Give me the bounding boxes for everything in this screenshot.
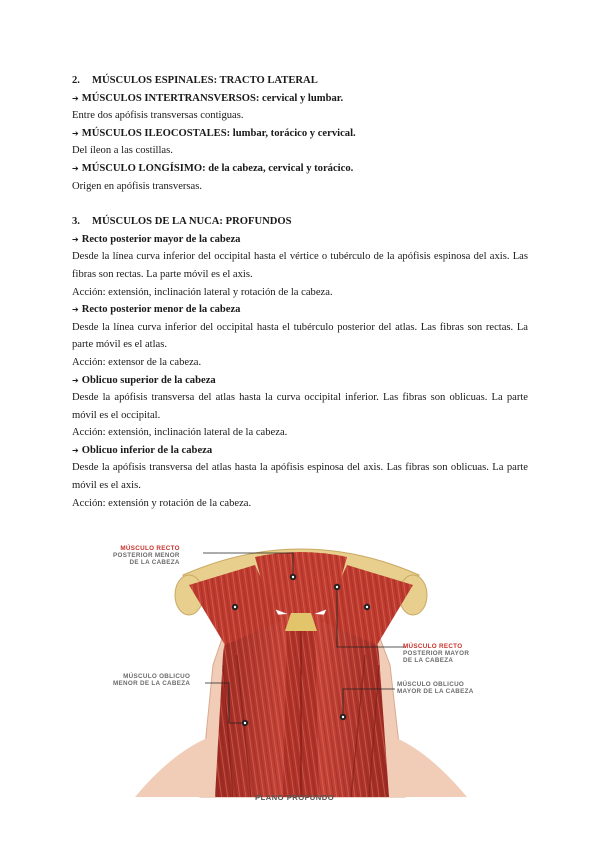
arrow-icon: ➔ bbox=[72, 163, 79, 173]
arrow-icon: ➔ bbox=[72, 128, 79, 138]
label-oblicuo-menor-line1: MÚSCULO OBLICUO bbox=[123, 673, 191, 680]
label-recto-menor-line1: POSTERIOR MENOR bbox=[113, 552, 180, 560]
muscle-action: Acción: extensión y rotación de la cabeza. bbox=[72, 497, 252, 509]
label-oblicuo-mayor-line2: MAYOR DE LA CABEZA bbox=[397, 688, 474, 696]
section-3-title: MÚSCULOS DE LA NUCA: PROFUNDOS bbox=[92, 216, 292, 228]
entry-desc: Entre dos apófisis transversas contiguas. bbox=[72, 110, 244, 122]
entry-title-text: MÚSCULO LONGÍSIMO: de la cabeza, cervical y torácico. bbox=[81, 162, 354, 174]
text-body bbox=[72, 72, 528, 512]
section-2-number: 2. bbox=[72, 75, 80, 86]
entry-desc: Origen en apófisis transversas. bbox=[72, 180, 203, 192]
muscle-desc: Desde la apófisis transversa del atlas hasta la curva occipital inferior. Las fibras son oblicuas. La parte móvil es el occipital. bbox=[72, 392, 528, 421]
muscle-desc: Desde la apófisis transversa del atlas hasta la apófisis espinosa del axis. Las fibras son oblicuas. La parte móvil es el axis. bbox=[72, 462, 528, 492]
section-3-number: 3. bbox=[72, 216, 80, 228]
figure-caption: PLANO PROFUNDO bbox=[255, 793, 335, 802]
muscle-desc: Desde la línea curva inferior del occipital hasta el tubérculo posterior del atlas. Las fibras son rectas. La parte móvil es el atlas. bbox=[72, 321, 528, 351]
muscle-title bbox=[72, 372, 528, 390]
muscle-action: Acción: extensión, inclinación lateral y rotación de la cabeza. bbox=[72, 286, 333, 298]
label-oblicuo-mayor bbox=[397, 681, 474, 695]
entry-title-text: MÚSCULOS INTERTRANSVERSOS: cervical y lumbar. bbox=[81, 92, 344, 104]
entry-title bbox=[72, 90, 528, 108]
label-oblicuo-menor bbox=[113, 673, 190, 687]
neck-muscles-figure bbox=[105, 535, 497, 807]
label-recto-menor bbox=[113, 545, 180, 567]
label-recto-menor-red: MÚSCULO RECTO bbox=[120, 545, 180, 552]
arrow-icon: ➔ bbox=[72, 234, 79, 244]
entry-title bbox=[72, 160, 528, 178]
trapezius-right bbox=[389, 735, 467, 797]
muscle-title bbox=[72, 301, 528, 319]
neck-muscles-illustration bbox=[105, 535, 497, 807]
muscle-action: Acción: extensión, inclinación lateral de la cabeza. bbox=[72, 427, 288, 439]
label-recto-mayor-red: MÚSCULO RECTO bbox=[403, 643, 463, 650]
arrow-icon: ➔ bbox=[72, 93, 79, 103]
label-recto-menor-line2: DE LA CABEZA bbox=[129, 559, 180, 567]
section-3-heading bbox=[72, 213, 528, 231]
section-2-heading bbox=[72, 72, 528, 90]
muscle-desc: Desde la línea curva inferior del occipital hasta el vértice o tubérculo de la apófisis espinosa del axis. Las fibras son rectas. La parte móvil es el axis. bbox=[72, 251, 528, 280]
label-oblicuo-menor-line2: MENOR DE LA CABEZA bbox=[113, 680, 191, 688]
spacer bbox=[72, 195, 528, 213]
muscle-name: Recto posterior menor de la cabeza bbox=[81, 304, 241, 316]
trapezius-left bbox=[135, 735, 215, 797]
muscle-title bbox=[72, 231, 528, 249]
arrow-icon: ➔ bbox=[72, 305, 79, 315]
entry-title bbox=[72, 125, 528, 143]
label-recto-mayor bbox=[403, 643, 469, 665]
muscle-action: Acción: extensor de la cabeza. bbox=[72, 356, 202, 368]
arrow-icon: ➔ bbox=[72, 375, 79, 385]
muscle-name: Oblicuo inferior de la cabeza bbox=[81, 444, 213, 456]
label-recto-mayor-line1: POSTERIOR MAYOR bbox=[403, 650, 470, 658]
entry-title-text: MÚSCULOS ILEOCOSTALES: lumbar, torácico y cervical. bbox=[81, 127, 356, 139]
muscle-name: Recto posterior mayor de la cabeza bbox=[81, 233, 241, 245]
entry-desc: Del íleon a las costillas. bbox=[72, 145, 173, 157]
arrow-icon: ➔ bbox=[72, 445, 79, 455]
label-recto-mayor-line2: DE LA CABEZA bbox=[403, 657, 454, 665]
muscle-title bbox=[72, 442, 528, 460]
muscle-name: Oblicuo superior de la cabeza bbox=[81, 374, 216, 386]
label-oblicuo-mayor-line1: MÚSCULO OBLICUO bbox=[397, 681, 465, 688]
section-2-title: MÚSCULOS ESPINALES: TRACTO LATERAL bbox=[92, 75, 318, 86]
